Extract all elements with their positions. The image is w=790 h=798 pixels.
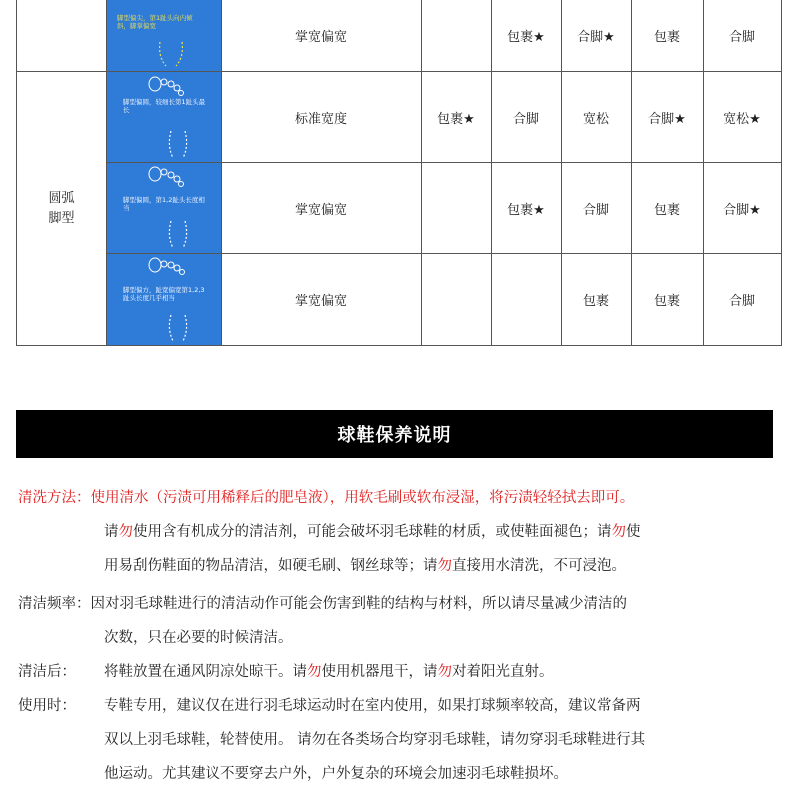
- width-cell: 掌宽偏宽: [294, 202, 347, 218]
- care-instructions: [16, 0, 781, 798]
- fit-cell: 宽松★: [723, 111, 761, 127]
- fit-cell: 合脚★: [577, 30, 615, 45]
- width-cell: 标准宽度: [294, 111, 347, 127]
- fit-cell: 包裹: [653, 294, 680, 309]
- text-span: 将鞋放置在通风阴凉处晾干。请: [104, 664, 307, 680]
- fit-cell: 包裹: [653, 30, 680, 45]
- text-span: 直接用水清洗，不可浸泡。: [452, 558, 626, 574]
- wash-text: 使用清水（污渍可用稀释后的肥皂液），用软毛刷或软布浸湿，将污渍轻轻拭去即可。: [90, 490, 635, 506]
- fit-cell: 包裹: [653, 202, 680, 218]
- foot-note-row0: 脚型偏尖，第1趾头向内倾斜，脚掌偏宽: [117, 14, 193, 30]
- fit-cell: 包裹★: [507, 30, 545, 45]
- use-text: 双以上羽毛球鞋，轮替使用。 请勿在各类场合均穿羽毛球鞋，请勿穿羽毛球鞋进行其: [104, 732, 646, 748]
- text-span: 请: [104, 524, 119, 540]
- fit-cell: 合脚: [728, 294, 755, 309]
- foot-note-row2: 脚型偏圆，第1,2趾头长度相当: [123, 196, 205, 212]
- wash-label: 清洗方法：: [18, 490, 91, 506]
- warning-span: 勿: [118, 524, 133, 540]
- freq-label: 清洁频率：: [18, 596, 91, 612]
- fit-cell: 包裹: [582, 294, 609, 309]
- fit-cell: 包裹★: [437, 111, 475, 127]
- after-label: 清洁后：: [18, 664, 76, 680]
- foot-shape-label: 圆弧 脚型: [48, 190, 75, 226]
- text-span: 对着阳光直射。: [452, 664, 554, 680]
- fit-cell: 合脚★: [723, 202, 761, 218]
- care-banner: 球鞋保养说明: [16, 410, 773, 458]
- fit-cell: 合脚: [728, 30, 755, 45]
- warning-span: 勿: [437, 664, 452, 680]
- warning-span: 勿: [437, 558, 452, 574]
- warning-span: 勿: [611, 524, 626, 540]
- use-text: 他运动。尤其建议不要穿去户外，户外复杂的环境会加速羽毛球鞋损坏。: [104, 766, 568, 782]
- fit-cell: 合脚: [582, 202, 609, 218]
- fit-cell: 合脚★: [648, 111, 686, 127]
- text-span: 使: [626, 524, 641, 540]
- text-span: 使用机器甩干，请: [321, 664, 438, 680]
- foot-note-row3: 脚型偏方，趾宽偏宽第1,2,3趾头长度几乎相当: [123, 286, 205, 302]
- fit-cell: 宽松: [582, 111, 609, 127]
- warning-span: 勿: [307, 664, 322, 680]
- width-cell: 掌宽偏宽: [294, 294, 347, 309]
- text-span: 使用含有机成分的清洁剂，可能会破坏羽毛球鞋的材质，或使鞋面褪色；请: [133, 524, 612, 540]
- fit-cell: 包裹★: [507, 202, 545, 218]
- use-text: 专鞋专用，建议仅在进行羽毛球运动时在室内使用，如果打球频率较高，建议常备两: [104, 698, 641, 714]
- fit-cell: 合脚: [512, 111, 539, 127]
- freq-text: 次数，只在必要的时候清洁。: [104, 630, 293, 646]
- text-span: 用易刮伤鞋面的物品清洁，如硬毛刷、钢丝球等；请: [104, 558, 438, 574]
- foot-note-row1: 脚型偏圆，较细长第1趾头最长: [123, 98, 206, 114]
- freq-text: 因对羽毛球鞋进行的清洁动作可能会伤害到鞋的结构与材料，所以请尽量减少清洁的: [90, 596, 627, 612]
- width-cell: 掌宽偏宽: [294, 30, 347, 45]
- use-label: 使用时：: [18, 698, 76, 714]
